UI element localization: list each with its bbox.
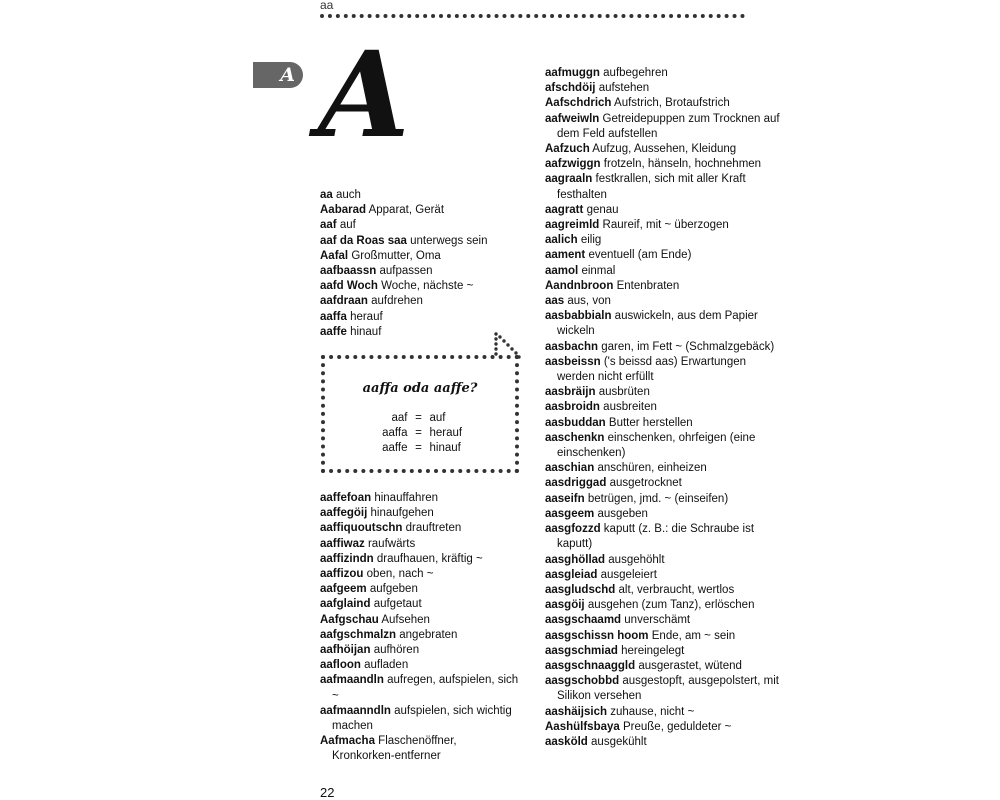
- entry-definition: raufwärts: [367, 537, 416, 550]
- entry-definition: Aufstrich, Brotaufstrich: [614, 97, 730, 110]
- entry-headword: aafmaandln: [320, 674, 384, 687]
- dictionary-entry: [545, 598, 780, 613]
- dictionary-entry: [545, 142, 780, 157]
- entry-headword: Aafzuch: [545, 143, 590, 156]
- entry-headword: aaffizindn: [320, 552, 374, 565]
- entry-definition: aufbegehren: [603, 67, 668, 79]
- entry-definition: garen, im Fett ~ (Schmalzgebäck): [601, 340, 775, 353]
- entry-definition: auswickeln, aus dem Papier wickeln: [557, 310, 758, 338]
- dictionary-entry: [320, 552, 520, 567]
- dictionary-entry: [545, 400, 780, 415]
- dotted-header-rule: [320, 14, 745, 18]
- entry-definition: genau: [586, 203, 619, 216]
- dictionary-entry: [545, 492, 780, 507]
- entry-headword: aamol: [545, 264, 579, 277]
- dictionary-entry: [320, 613, 520, 628]
- entry-headword: aasghöllad: [545, 553, 606, 566]
- dictionary-entry: [320, 704, 520, 734]
- dictionary-entry: [545, 568, 780, 583]
- entry-headword: aasgschissn hoom: [545, 629, 649, 642]
- entry-headword: aasbeissn: [545, 355, 601, 368]
- dictionary-entry: [545, 172, 780, 202]
- info-box-term: aaf: [391, 412, 408, 424]
- entry-headword: aasdriggad: [545, 477, 607, 490]
- entry-definition: Flaschenöffner, Kronkorken-entferner: [332, 735, 457, 763]
- entry-headword: aasbräijn: [545, 386, 596, 399]
- entry-headword: afschdöij: [545, 82, 596, 95]
- entry-headword: aagraaln: [545, 173, 593, 186]
- entry-definition: herauf: [350, 310, 383, 323]
- info-box-row: [325, 441, 515, 456]
- entry-definition: ausgehen (zum Tanz), erlöschen: [587, 599, 755, 612]
- entry-definition: hinaufgehen: [370, 507, 434, 520]
- dictionary-entry: [320, 628, 520, 643]
- dictionary-entry: [320, 537, 520, 552]
- entry-headword: aasgschobbd: [545, 675, 620, 688]
- dictionary-entry: [545, 112, 780, 142]
- entries-column-left-top: [320, 188, 515, 340]
- dictionary-entry: [545, 96, 780, 111]
- entry-headword: aasgfozzd: [545, 523, 601, 536]
- dictionary-entry: [545, 507, 780, 522]
- entry-definition: ausgeleiert: [600, 568, 657, 581]
- entry-headword: aasgleiad: [545, 568, 598, 581]
- entry-headword: aafdraan: [320, 295, 368, 308]
- dictionary-entry: [545, 218, 780, 233]
- entry-definition: aufregen, aufspielen, sich ~: [332, 674, 519, 702]
- entry-definition: oben, nach ~: [366, 568, 434, 581]
- entry-definition: aufgetaut: [373, 598, 422, 611]
- entry-definition: Entenbraten: [616, 279, 680, 292]
- entry-headword: aafglaind: [320, 598, 371, 611]
- entry-headword: aafhöijan: [320, 644, 371, 657]
- entry-headword: aaffizou: [320, 568, 364, 581]
- info-box-row: [325, 411, 515, 426]
- entry-definition: unverschämt: [624, 614, 691, 627]
- entry-definition: aufgeben: [369, 583, 418, 596]
- entry-headword: aaf da Roas saa: [320, 234, 407, 247]
- dictionary-entry: [320, 279, 515, 294]
- entry-headword: aalich: [545, 234, 578, 247]
- entry-headword: aasbroidn: [545, 401, 600, 414]
- entry-headword: Aashülfsbaya: [545, 720, 620, 733]
- entry-definition: einschenken, ohrfeigen (eine einschenken): [557, 431, 756, 460]
- entry-headword: aafzwiggn: [545, 158, 601, 171]
- dictionary-entry: [545, 416, 780, 431]
- dictionary-entry: [545, 735, 780, 750]
- entry-headword: aaffiwaz: [320, 537, 365, 550]
- dictionary-entry: [545, 629, 780, 644]
- entry-headword: aaschian: [545, 462, 595, 475]
- dictionary-entry: [545, 613, 780, 628]
- entry-headword: aasgeem: [545, 507, 595, 520]
- entry-headword: Aafschdrich: [545, 97, 612, 110]
- dictionary-entry: [545, 553, 780, 568]
- dictionary-entry: [320, 203, 515, 218]
- entry-definition: Woche, nächste ~: [381, 280, 474, 293]
- entry-definition: ausbrüten: [598, 386, 650, 399]
- entry-definition: aufhören: [373, 644, 420, 657]
- entry-headword: Aafmacha: [320, 735, 375, 748]
- entry-headword: aasgschaamd: [545, 614, 622, 627]
- entry-headword: aagratt: [545, 203, 584, 216]
- entry-headword: aaffefoan: [320, 492, 372, 504]
- dictionary-entry: [320, 234, 515, 249]
- entry-definition: aufpassen: [379, 265, 433, 278]
- entry-definition: draufhauen, kräftig ~: [376, 552, 483, 565]
- info-box-meaning: herauf: [429, 427, 463, 440]
- dictionary-entry: [545, 659, 780, 674]
- entry-definition: auch: [336, 189, 361, 201]
- entry-definition: betrügen, jmd. ~ (einseifen): [587, 492, 729, 505]
- dictionary-entry: [545, 233, 780, 248]
- info-box-equals: =: [415, 427, 422, 440]
- info-box-term: aaffe: [382, 442, 408, 455]
- entry-definition: Aufsehen: [381, 613, 430, 626]
- entry-definition: auf: [339, 219, 356, 232]
- entry-definition: ausgetrocknet: [609, 477, 682, 490]
- entry-definition: aus, von: [567, 295, 611, 308]
- dictionary-entry: [320, 643, 520, 658]
- entry-headword: aafweiwln: [545, 112, 600, 125]
- entry-headword: aasgschnaaggld: [545, 659, 636, 672]
- dictionary-entry: [545, 720, 780, 735]
- entry-definition: hinauf: [350, 325, 382, 338]
- dictionary-entry: [545, 248, 780, 263]
- running-head: aa: [320, 0, 334, 12]
- dictionary-entry: [545, 476, 780, 491]
- entry-headword: aasgschmiad: [545, 644, 618, 657]
- entry-definition: ('s beissd aas) Erwartungen werden nicht erfüllt: [557, 355, 747, 384]
- entry-headword: aaseifn: [545, 492, 585, 505]
- dictionary-entry: [545, 340, 780, 355]
- entry-headword: aafmaanndln: [320, 704, 391, 717]
- dictionary-entry: [320, 325, 515, 340]
- dictionary-entry: [545, 583, 780, 598]
- dictionary-entry: [320, 491, 520, 506]
- info-box-title: aaffa oda aaffe?: [362, 381, 478, 396]
- entry-definition: aufladen: [364, 659, 409, 672]
- dictionary-entry: [545, 294, 780, 309]
- dictionary-entry: [545, 66, 780, 81]
- entry-definition: hinauffahren: [374, 492, 439, 504]
- dictionary-entry: [545, 674, 780, 704]
- entry-definition: eilig: [580, 234, 602, 247]
- entry-headword: Aafal: [320, 249, 349, 262]
- entry-definition: Raureif, mit ~ überzogen: [602, 219, 729, 232]
- dictionary-entry: [545, 279, 780, 294]
- dictionary-entry: [545, 355, 780, 385]
- entry-headword: aafmuggn: [545, 67, 600, 79]
- dictionary-entry: [545, 157, 780, 172]
- entry-definition: ausgekühlt: [591, 735, 647, 748]
- dictionary-entry: [545, 385, 780, 400]
- entry-definition: ausbreiten: [603, 401, 657, 414]
- dictionary-entry: [545, 81, 780, 96]
- dictionary-entry: [545, 705, 780, 720]
- dictionary-entry: [545, 522, 780, 552]
- entry-definition: festkrallen, sich mit aller Kraft festhalten: [557, 173, 746, 201]
- entry-headword: aaffe: [320, 325, 347, 338]
- entry-definition: Großmutter, Oma: [351, 249, 441, 262]
- entry-headword: Aabarad: [320, 204, 367, 217]
- entry-headword: aasbachn: [545, 340, 599, 353]
- dictionary-entry: [320, 658, 520, 673]
- section-letter: A: [318, 25, 410, 164]
- entry-headword: aaffa: [320, 310, 347, 323]
- dictionary-entry: [320, 582, 520, 597]
- dictionary-entry: [320, 521, 520, 536]
- entry-definition: zuhause, nicht ~: [610, 705, 695, 718]
- letter-tab: A: [253, 62, 303, 88]
- entry-headword: Aafgschau: [320, 613, 379, 626]
- entry-headword: aafbaassn: [320, 265, 377, 278]
- entry-headword: aafgschmalzn: [320, 628, 397, 641]
- entry-definition: aufdrehen: [371, 295, 423, 308]
- dictionary-entry: [320, 506, 520, 521]
- info-box-term: aaffa: [382, 427, 408, 440]
- entry-headword: aaf: [320, 219, 337, 232]
- entry-headword: Aandnbroon: [545, 279, 614, 292]
- entry-definition: Aufzug, Aussehen, Kleidung: [592, 143, 737, 156]
- dictionary-entry: [320, 249, 515, 264]
- entry-headword: aasbuddan: [545, 416, 606, 429]
- entry-definition: hereingelegt: [621, 644, 685, 657]
- entry-definition: Apparat, Gerät: [368, 204, 445, 217]
- entry-definition: anschüren, einheizen: [597, 462, 707, 475]
- entry-definition: Butter herstellen: [608, 416, 693, 429]
- info-box-equals: =: [415, 412, 422, 424]
- entry-headword: aaffiquoutschn: [320, 522, 403, 535]
- entry-headword: aashäijsich: [545, 705, 608, 718]
- entry-definition: ausgerastet, wütend: [638, 659, 742, 672]
- entries-column-right: [545, 66, 780, 750]
- dictionary-entry: [320, 310, 515, 325]
- entry-definition: kaputt (z. B.: die Schraube ist kaputt): [557, 523, 755, 551]
- info-box-rows: [325, 411, 515, 457]
- entry-definition: ausgestopft, ausgepolstert, mit Silikon versehen: [557, 675, 779, 703]
- dictionary-entry: [545, 203, 780, 218]
- entry-headword: aasgöij: [545, 599, 585, 612]
- entry-definition: ausgeben: [597, 507, 648, 520]
- dictionary-entry: [545, 644, 780, 659]
- dictionary-entry: [320, 188, 515, 203]
- page-number: 22: [320, 785, 335, 800]
- info-box-equals: =: [415, 442, 422, 455]
- entry-definition: drauftreten: [405, 522, 462, 535]
- entry-definition: Preuße, geduldeter ~: [622, 720, 732, 733]
- dictionary-entry: [320, 264, 515, 279]
- entry-headword: aament: [545, 249, 586, 262]
- entry-definition: Getreidepuppen zum Trocknen auf dem Feld aufstellen: [557, 112, 780, 140]
- dictionary-entry: [320, 567, 520, 582]
- dictionary-entry: [320, 294, 515, 309]
- entry-headword: aagreimld: [545, 219, 600, 232]
- entry-headword: aafd Woch: [320, 280, 378, 293]
- entry-headword: aasköld: [545, 735, 588, 748]
- dictionary-entry: [320, 673, 520, 703]
- dictionary-entry: [545, 264, 780, 279]
- entry-definition: Ende, am ~ sein: [651, 629, 736, 642]
- entry-definition: aufspielen, sich wichtig machen: [332, 704, 512, 733]
- dictionary-entry: [320, 597, 520, 612]
- entry-definition: aufstehen: [598, 82, 650, 95]
- entry-definition: einmal: [581, 264, 616, 277]
- info-box-meaning: hinauf: [429, 442, 461, 455]
- entry-definition: ausgehöhlt: [608, 553, 665, 566]
- entry-definition: unterwegs sein: [410, 234, 488, 247]
- entry-headword: aaschenkn: [545, 431, 605, 444]
- entries-column-left-bottom: [320, 491, 520, 765]
- dictionary-entry: [545, 431, 780, 461]
- info-box: [321, 355, 519, 473]
- info-box-row: [325, 426, 515, 441]
- entry-headword: aaffegöij: [320, 507, 368, 520]
- dictionary-entry: [320, 218, 515, 233]
- entry-headword: aasbabbialn: [545, 310, 612, 323]
- entry-headword: aafgeem: [320, 583, 367, 596]
- entry-headword: aafloon: [320, 659, 361, 672]
- dictionary-entry: [545, 309, 780, 339]
- entry-definition: angebraten: [399, 628, 458, 641]
- entry-headword: aas: [545, 295, 565, 308]
- entry-headword: aasgludschd: [545, 583, 616, 596]
- dictionary-entry: [545, 461, 780, 476]
- entry-definition: eventuell (am Ende): [588, 249, 692, 262]
- info-box-meaning: auf: [429, 412, 446, 424]
- entry-headword: aa: [320, 189, 333, 201]
- dictionary-entry: [320, 734, 520, 764]
- entry-definition: frotzeln, hänseln, hochnehmen: [603, 158, 762, 171]
- entry-definition: alt, verbraucht, wertlos: [618, 583, 735, 596]
